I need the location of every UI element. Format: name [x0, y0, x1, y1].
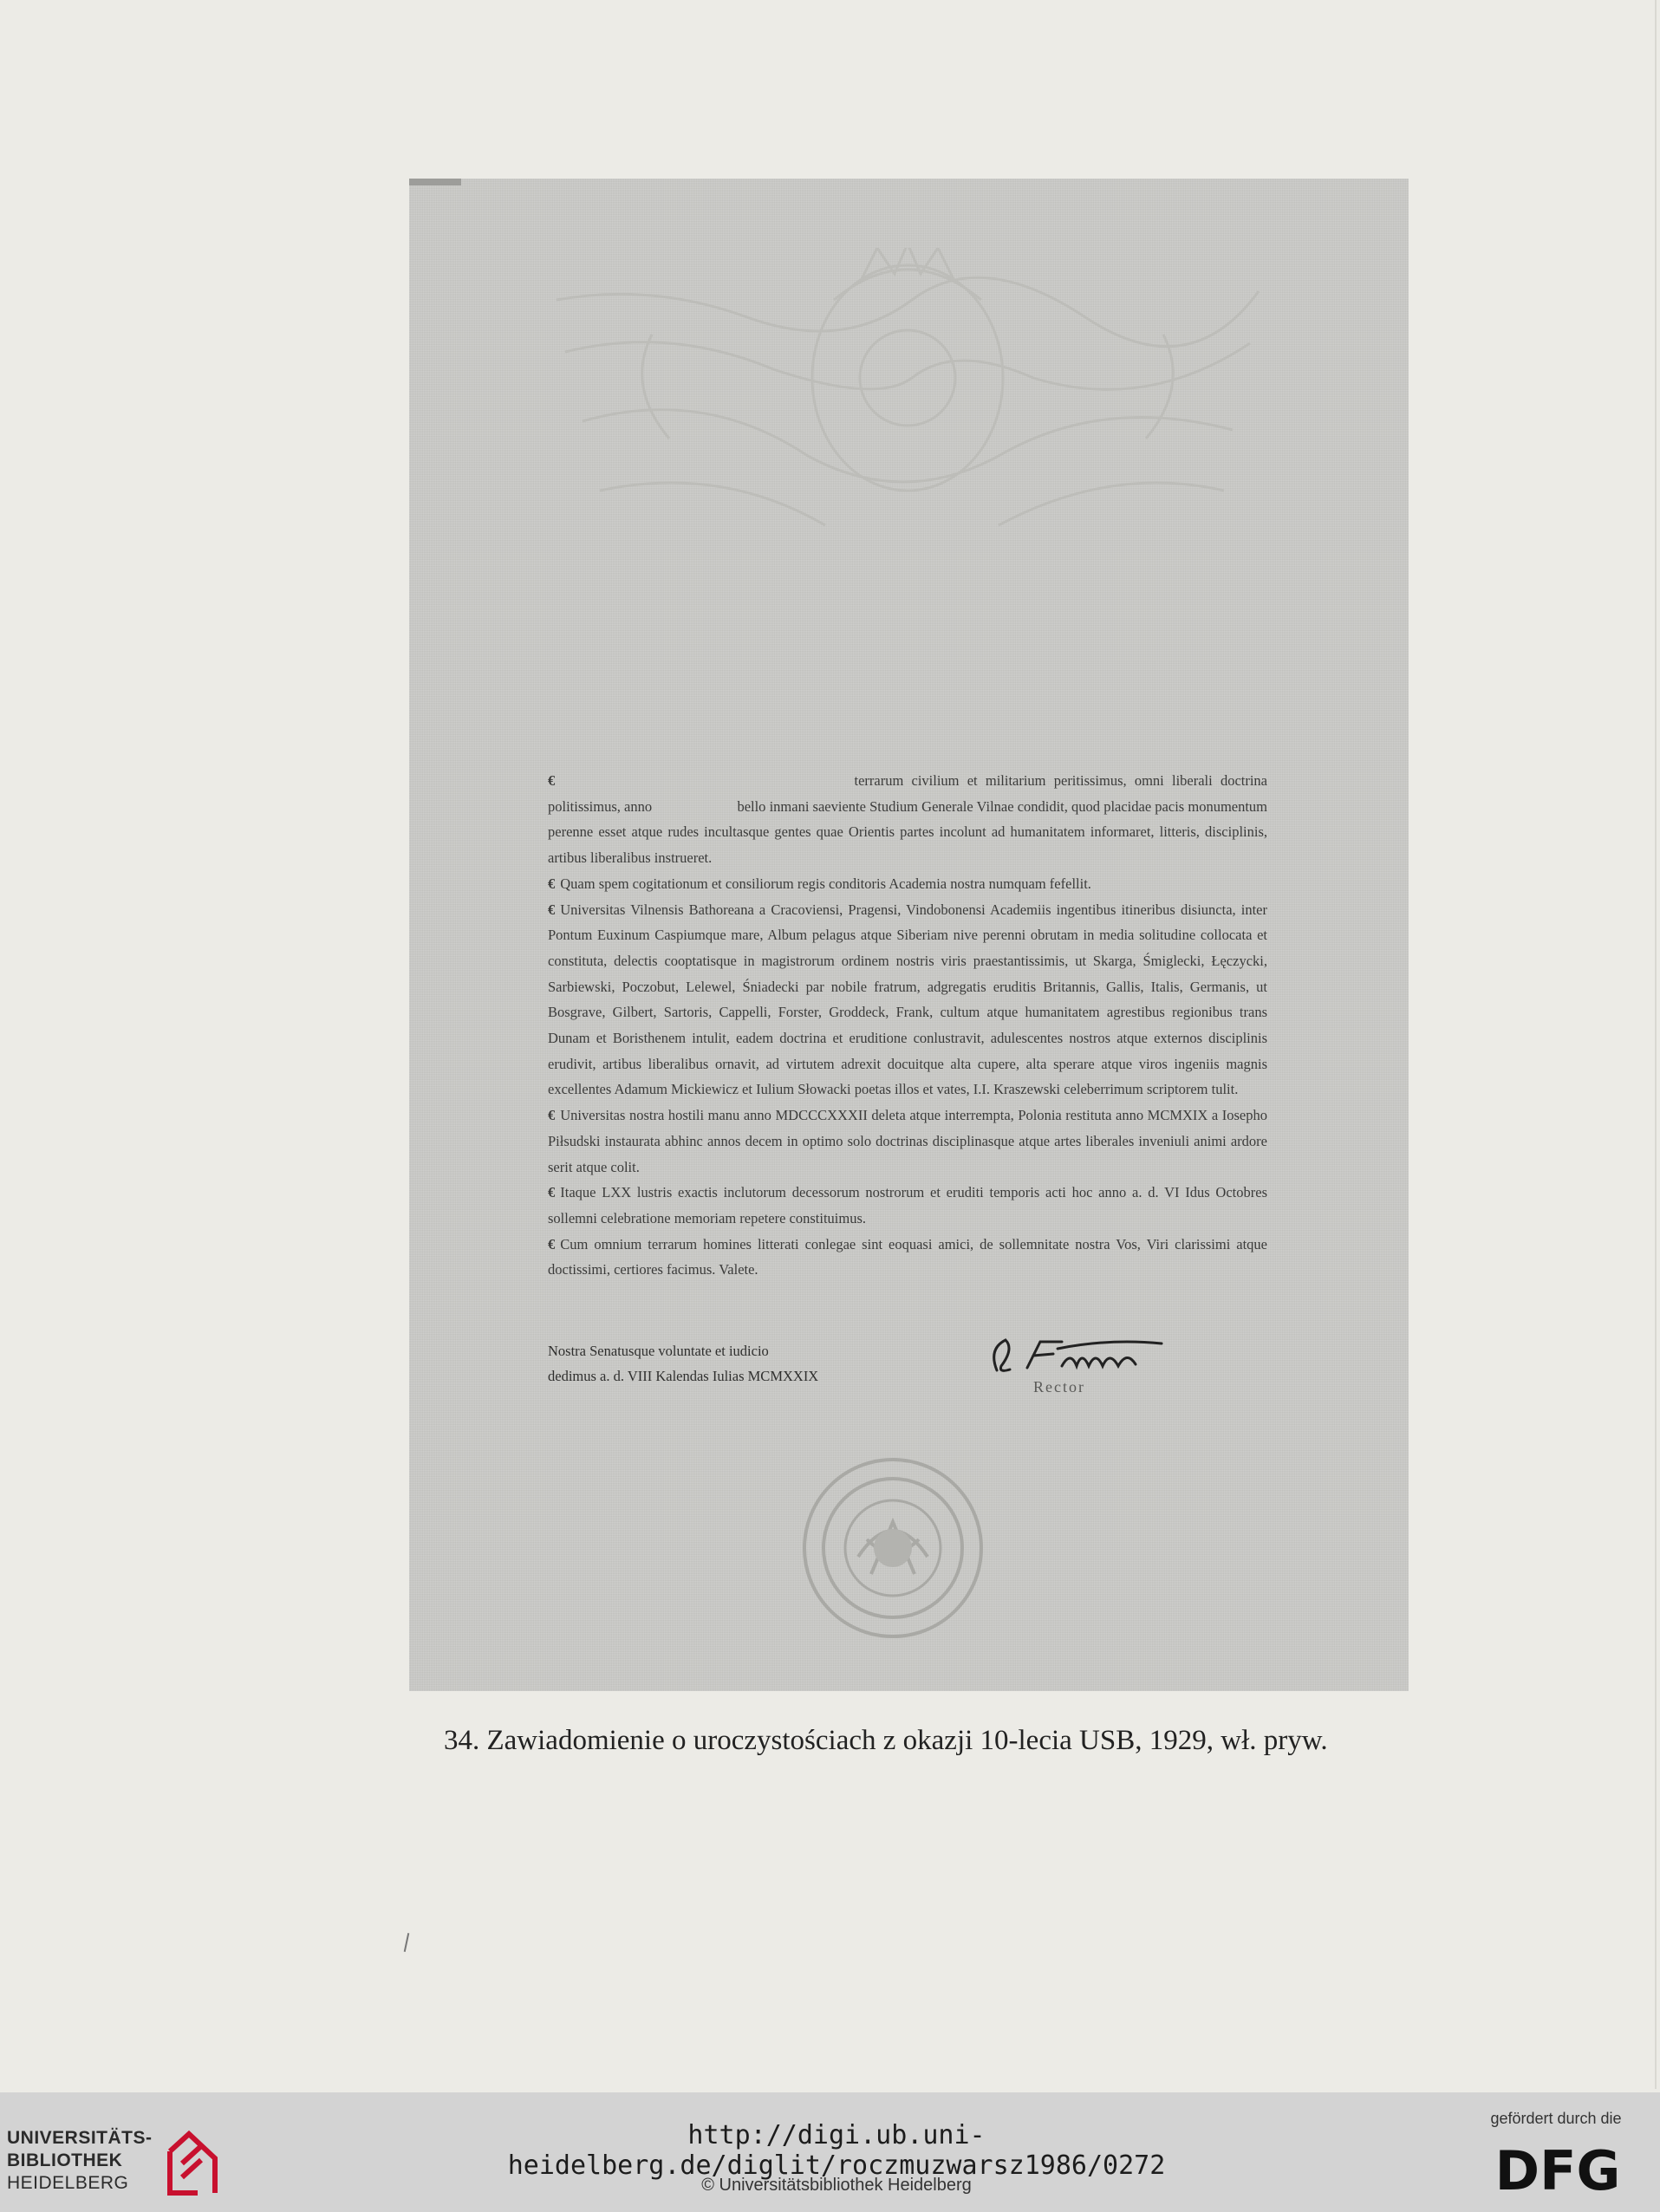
dfg-logo[interactable]	[1475, 2143, 1640, 2195]
paragraph-mark: €	[548, 1235, 556, 1252]
ub-heidelberg-logo-icon[interactable]	[163, 2127, 224, 2196]
paragraph-text: Universitas Vilnensis Bathoreana a Cracoviensi, Pragensi, Vindobonensi Academiis ingentibus itineribus disiuncta, inter Pontum Euxinum Caspiumque mare, Album pelagus atque Siberiam nive perenni obrutam in media solitudine collocata et constituta, delectis cooptatisque in magistrorum ordinem nostris viris praestantissimis, ut Skarga, Śmiglecki, Łęczycki, Sarbiewski, Poczobut, Lelewel, Śniadecki par nobile fratrum, adgregatis eruditis Britannis, Gallis, Italis, Germanis, ut Bosgrave, Gilbert, Sartoris, Cappelli, Forster, Groddeck, Frank, cultum atque humanitatem agrestibus regionibus trans Dunam et Boristhenem intulit, eadem doctrina et eruditione conlustravit, adulescentes nostros atque externos disciplinis erudivit, artibus liberalibus ornavit, ad virtutem adrexit docuitque alta cupere, alta sperare atque viros ingeniis magnis excellentes Adamum Mickiewicz et Iulium Słowacki poetas illos et vates, I.I. Kraszewski celeberrimum scriptorem tulit.	[548, 901, 1267, 1098]
paragraph-mark: €	[548, 1184, 556, 1201]
ub-heidelberg-logo-text[interactable]	[7, 2127, 153, 2195]
closing-line-2: dedimus a. d. VIII Kalendas Iulias MCMXXIX	[548, 1368, 819, 1384]
crest-illustration	[548, 248, 1267, 551]
plate-corner-mark	[409, 179, 461, 185]
stray-pen-mark	[404, 1933, 410, 1952]
page-edge	[1655, 0, 1657, 2089]
closing-formula	[548, 1338, 834, 1389]
closing-line-1: Nostra Senatusque voluntate et iudicio	[548, 1343, 769, 1359]
digitization-footer	[0, 2092, 1660, 2212]
paragraph-text: Cum omnium terrarum homines litterati conlegae sint eoquasi amici, de sollemnitate nostra Vos, Viri clarissimi atque doctissimi, certiores facimus. Valete.	[548, 1235, 1267, 1278]
paragraph-text: Universitas nostra hostili manu anno MDCCCXXXII deleta atque interrempta, Polonia restituta anno MCMXIX a Iosepho Piłsudski instaurata abhinc annos decem in optimo solo doctrinas disciplinasque atque artes liberales inveniuli animi ardore serit atque colit.	[548, 1107, 1267, 1175]
paragraph-mark: €	[548, 772, 556, 789]
paragraph-text: Itaque LXX lustris exactis inclutorum decessorum nostrorum et eruditi temporis acti hoc anno a. d. VI Idus Octobres sollemni celebratione memoriam repetere constituimus.	[548, 1184, 1267, 1226]
paragraph-1	[548, 768, 1267, 871]
paragraph-text: terrarum civilium et militarium peritissimus, omni liberali doctrina politissimus, anno	[548, 772, 1268, 815]
logo-line-3: HEIDELBERG	[7, 2173, 129, 2193]
rector-label: Rector	[1033, 1378, 1085, 1396]
logo-line-2: BIBLIOTHEK	[7, 2150, 123, 2170]
paragraph-mark: €	[548, 901, 556, 918]
document-plate	[409, 179, 1409, 1691]
paragraph-mark: €	[548, 1107, 556, 1124]
paragraph-text: Quam spem cogitationum et consiliorum regis conditoris Academia nostra numquam fefellit.	[560, 875, 1091, 892]
funded-by-label: gefördert durch die	[1490, 2110, 1622, 2127]
paragraph-text: bello inmani saeviente Studium Generale Vilnae condidit, quod placidae pacis monumentum perenne esset atque rudes incultasque gentes quae Orientis partes incolunt ad humanitatem informaret, litteris, disciplinis, artibus liberalibus instrueret.	[548, 797, 1268, 867]
logo-line-1: UNIVERSITÄTS-	[7, 2128, 153, 2148]
rector-signature	[980, 1331, 1170, 1383]
dfg-logo-text: DFG	[1494, 2143, 1621, 2195]
paragraph-4	[548, 1103, 1267, 1180]
copyright-notice: © Universitätsbibliothek Heidelberg	[701, 2176, 972, 2195]
figure-caption: 34. Zawiadomienie o uroczystościach z okazji 10-lecia USB, 1929, wł. pryw.	[444, 1725, 1328, 1756]
paragraph-3	[548, 897, 1267, 1103]
paragraph-mark: €	[548, 875, 556, 892]
university-seal	[797, 1453, 988, 1643]
paragraph-2	[548, 871, 1267, 897]
permalink-url[interactable]: http://digi.ub.uni-heidelberg.de/diglit/roczmuzwarsz1986/0272	[507, 2120, 1166, 2181]
paragraph-5	[548, 1180, 1267, 1231]
paragraph-6	[548, 1232, 1267, 1283]
document-body	[548, 768, 1267, 1283]
